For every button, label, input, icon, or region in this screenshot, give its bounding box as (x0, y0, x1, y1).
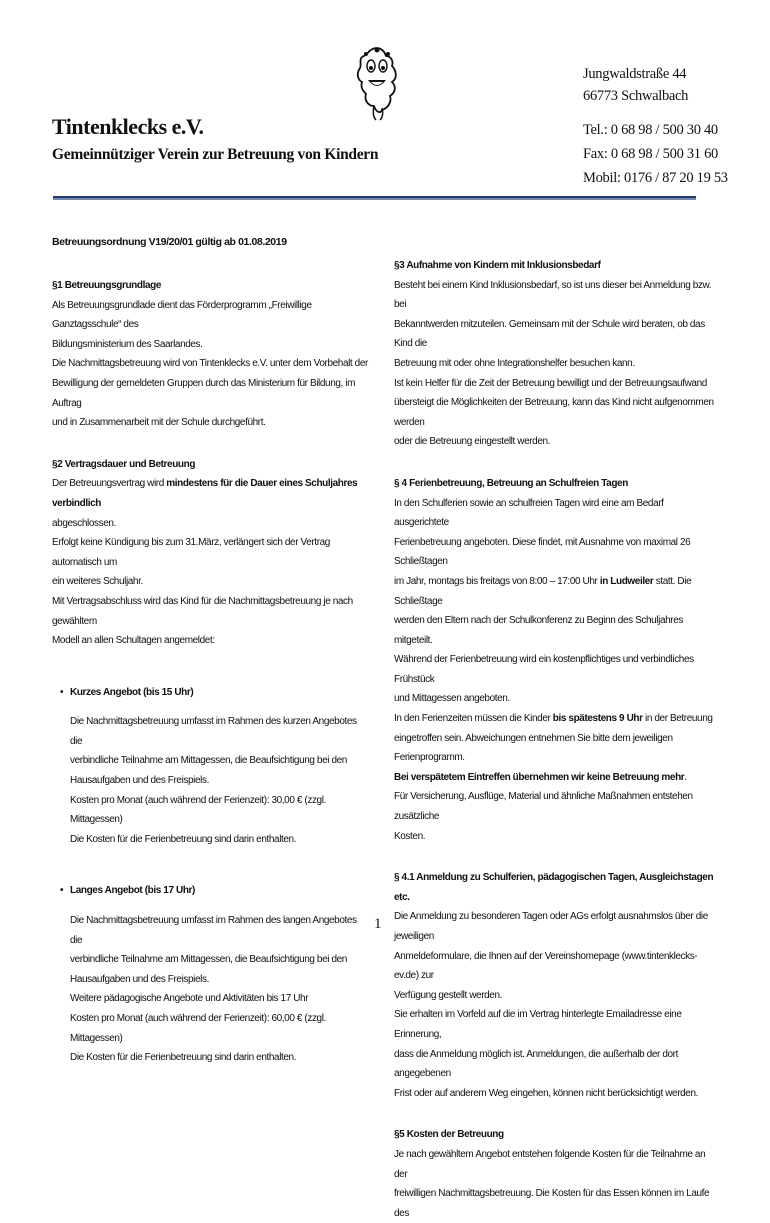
offer-short-line: Die Nachmittagsbetreuung umfasst im Rahmen des kurzen Angebotes die (70, 716, 357, 747)
section-4-line: eingetroffen sein. Abweichungen entnehmen Sie bitte dem jeweiligen Ferienprogramm. (394, 732, 673, 764)
offer-short-line: Die Kosten für die Ferienbetreuung sind darin enthalten. (70, 833, 297, 845)
section-4-emphasis: in Ludweiler (599, 575, 654, 587)
offer-short (52, 683, 370, 850)
section-4-line (394, 572, 714, 611)
section-1-line: Bildungsministerium des Saarlandes. (52, 338, 203, 350)
section-2-text: Der Betreuungsvertrag wird (52, 478, 167, 490)
section-2-line: Erfolgt keine Kündigung bis zum 31.März, verlängert sich der Vertrag automatisch um (52, 537, 330, 568)
contact-phone: Tel.: 0 68 98 / 500 30 40 (583, 122, 718, 138)
section-4-1-line: Anmeldeformulare, die Ihnen auf der Vereinshomepage (www.tintenklecks-ev.de) zur (394, 950, 698, 982)
section-4-line: und Mittagessen angeboten. (394, 693, 510, 705)
address-block (583, 63, 688, 107)
offer-short-title: • Kurzes Angebot (bis 15 Uhr) (70, 683, 370, 703)
section-4-line: Kosten. (394, 830, 426, 842)
offer-long-line: Weitere pädagogische Angebote und Aktivitäten bis 17 Uhr (70, 993, 309, 1005)
section-4-title: § 4 Ferienbetreuung, Betreuung an Schulfreien Tagen (394, 477, 628, 489)
section-4-1-line: Die Anmeldung zu besonderen Tagen oder AGs erfolgt ausnahmslos über die jeweiligen (394, 911, 708, 942)
offer-long-line: Die Nachmittagsbetreuung umfasst im Rahmen des langen Angebotes die (70, 915, 357, 946)
section-1-title: §1 Betreuungsgrundlage (52, 280, 161, 291)
section-4-line (394, 768, 714, 788)
section-1-line: Als Betreuungsgrundlade dient das Förderprogramm „Freiwillige Ganztagsschule“ des (52, 299, 312, 331)
section-5-line: freiwilligen Nachmittagsbetreuung. Die Kosten für das Essen können im Laufe des (394, 1188, 710, 1219)
section-2-line: abgeschlossen. (52, 517, 116, 529)
section-2-title: §2 Vertragsdauer und Betreuung (52, 458, 196, 470)
section-4-text: in der Betreuung (642, 713, 713, 725)
section-5-line: Je nach gewähltem Angebot entstehen folgende Kosten für die Teilnahme an der (394, 1148, 706, 1180)
section-5-title: §5 Kosten der Betreuung (394, 1129, 504, 1141)
section-4-text: im Jahr, montags bis freitags von 8:00 – 17:00 Uhr (394, 575, 600, 587)
section-1-line: Bewilligung der gemeldeten Gruppen durch das Ministerium für Bildung, im Auftrag (52, 377, 356, 409)
offer-long-line: Die Kosten für die Ferienbetreuung sind darin enthalten. (70, 1052, 297, 1064)
section-4-line: In den Schulferien sowie an schulfreien Tagen wird eine am Bedarf ausgerichtete (394, 497, 664, 529)
address-street: Jungwaldstraße 44 (583, 66, 687, 82)
ink-blot-mascot-icon (352, 44, 402, 124)
offer-short-line: Kosten pro Monat (auch während der Ferienzeit): 30,00 € (zzgl. Mittagessen) (70, 794, 326, 826)
document-heading: Betreuungsordnung V19/20/01 gültig ab 01.08.2019 (52, 236, 287, 248)
offer-long-line: verbindliche Teilnahme am Mittagessen, die Beaufsichtigung bei den (70, 954, 347, 966)
address-city: 66773 Schwalbach (583, 88, 689, 104)
section-4-1-line: Frist oder auf anderem Weg eingehen, können nicht berücksichtigt werden. (394, 1087, 698, 1099)
section-4-line: Für Versicherung, Ausflüge, Material und ähnliche Maßnahmen entstehen zusätzliche (394, 791, 693, 823)
section-3-title: §3 Aufnahme von Kindern mit Inklusionsbedarf (394, 260, 601, 271)
section-4-line: Während der Ferienbetreuung wird ein kostenpflichtiges und verbindliches Frühstück (394, 654, 694, 685)
offer-long-line: Kosten pro Monat (auch während der Ferienzeit): 60,00 € (zzgl. Mittagessen) (70, 1013, 326, 1044)
section-3-line: Besteht bei einem Kind Inklusionsbedarf, so ist uns dieser bei Anmeldung bzw. bei (394, 279, 712, 311)
section-3-line: oder die Betreuung eingestellt werden. (394, 436, 551, 448)
section-4-1-line: dass die Anmeldung möglich ist. Anmeldungen, die außerhalb der dort angegebenen (394, 1048, 678, 1080)
section-2-line: Mit Vertragsabschluss wird das Kind für die Nachmittagsbetreuung je nach gewähltem (52, 595, 353, 627)
section-3-line: Ist kein Helfer für die Zeit der Betreuung bewilligt und der Betreuungsaufwand (394, 377, 707, 389)
section-4-1-line: Sie erhalten im Vorfeld auf die im Vertrag hinterlegte Emailadresse eine Erinnerung, (394, 1009, 682, 1040)
offer-short-line: verbindliche Teilnahme am Mittagessen, die Beaufsichtigung bei den (70, 755, 347, 767)
contact-fax: Fax: 0 68 98 / 500 31 60 (583, 146, 718, 162)
section-4-1-line: Verfügung gestellt werden. (394, 989, 503, 1001)
section-4-text: In den Ferienzeiten müssen die Kinder (394, 713, 553, 725)
offer-long-line: Hausaufgaben und des Freispiels. (70, 973, 209, 985)
section-1-line: und in Zusammenarbeit mit der Schule durchgeführt. (52, 417, 266, 429)
section-2-line (52, 474, 370, 513)
section-2-line: Modell an allen Schultagen angemeldet: (52, 635, 215, 647)
org-subtitle: Gemeinnütziger Verein zur Betreuung von Kindern (52, 146, 379, 163)
section-4-emphasis: Bei verspätetem Eintreffen übernehmen wir keine Betreuung mehr (394, 771, 685, 783)
contact-block (583, 118, 728, 190)
section-4-text: statt. Die Schließtage (394, 575, 692, 607)
section-4-1-title: § 4.1 Anmeldung zu Schulferien, pädagogischen Tagen, Ausgleichstagen etc. (394, 872, 714, 903)
section-1-line: Die Nachmittagsbetreuung wird von Tintenklecks e.V. unter dem Vorbehalt der (52, 358, 368, 370)
org-name: Tintenklecks e.V. (52, 114, 204, 139)
section-3-line: Bekanntwerden mitzuteilen. Gemeinsam mit der Schule wird beraten, ob das Kind die (394, 318, 705, 350)
section-4-line (394, 709, 714, 729)
left-column (52, 276, 370, 1068)
right-column (394, 256, 714, 1223)
section-3-line: Betreuung mit oder ohne Integrationshelfer besuchen kann. (394, 357, 635, 369)
section-3-line: übersteigt die Möglichkeiten der Betreuung, kann das Kind nicht aufgenommen werden (394, 397, 714, 428)
section-4-line: werden den Eltern nach der Schulkonferenz zu Beginn des Schuljahres mitgeteilt. (394, 615, 683, 646)
section-4-line: Ferienbetreuung angeboten. Diese findet, mit Ausnahme von maximal 26 Schließtagen (394, 536, 691, 568)
offer-short-line: Hausaufgaben und des Freispiels. (70, 775, 209, 787)
offer-long-title: • Langes Angebot (bis 17 Uhr) (70, 881, 370, 901)
contact-mobile: Mobil: 0176 / 87 20 19 53 (583, 170, 728, 186)
header-divider (53, 196, 696, 200)
section-2-emphasis: mindestens für die Dauer eines Schuljahres verbindlich (52, 478, 358, 509)
section-2-line: ein weiteres Schuljahr. (52, 576, 143, 588)
section-4-emphasis: bis spätestens 9 Uhr (552, 713, 643, 725)
offer-long (52, 881, 370, 1067)
section-4-text: . (684, 771, 687, 783)
page-number: 1 (374, 916, 382, 932)
